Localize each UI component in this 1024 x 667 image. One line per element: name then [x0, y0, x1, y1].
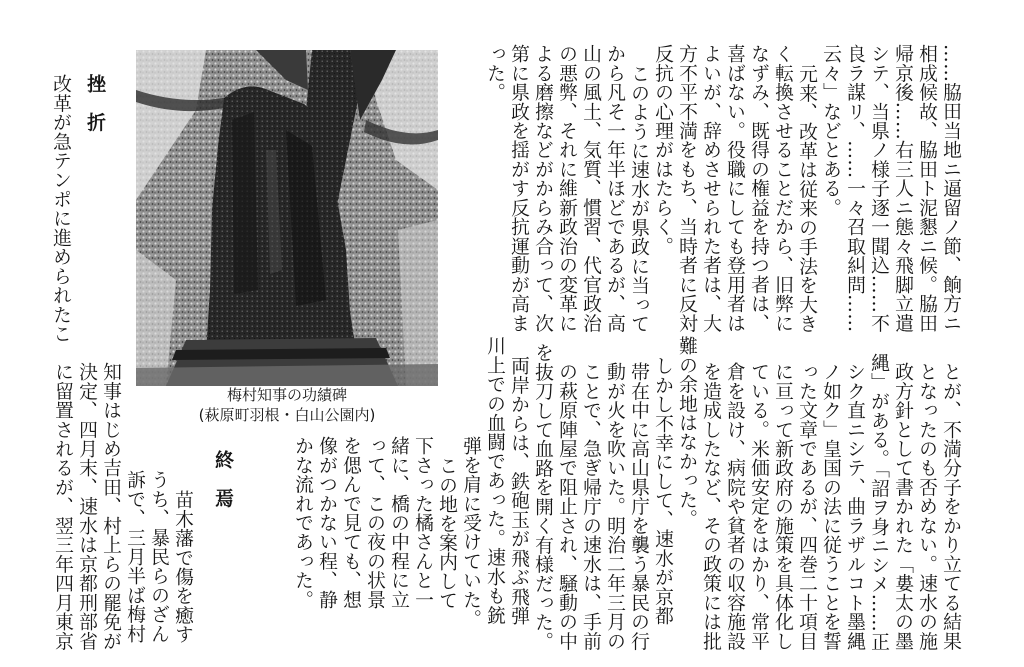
text-column: 苗木藩で傷を癒す: [172, 490, 193, 644]
text-column: 難の余地はなかった。: [676, 336, 697, 529]
text-column: 方不平不満をもち、当時者に反対: [676, 44, 697, 333]
text-column: 政方針として書かれた「婁太の墨: [892, 362, 913, 651]
text-column: なずみ、既得の権益を持つ者は、: [748, 44, 769, 333]
text-column: に亘って新政府の施策を具体化し: [772, 362, 793, 651]
text-column: の萩原陣屋で阻止され、騒動の中: [556, 362, 577, 651]
text-column: を抜刀して血路を開く有様だった。: [532, 343, 553, 651]
text-column: シテ、当県ノ様子逐一聞込……不: [868, 44, 889, 333]
text-column: となったのも否めない。速水の施: [916, 362, 937, 651]
text-column: 倉を設け、病院や貧者の収容施設: [724, 362, 745, 651]
text-column: の悪弊、それに維新政治の変革に: [556, 44, 577, 333]
text-column: 帰京後……右三人ニ態々飛脚立遣: [892, 44, 913, 333]
text-column: 相成候故、脇田ト泥懇ニ候。脇田: [916, 44, 937, 333]
text-column: 緒に、橋の中程に立: [388, 436, 409, 610]
text-column: ノ如ク」皇国の法に従うことを誓: [820, 362, 841, 651]
section-heading: 終 焉: [212, 450, 233, 508]
text-column: 縄」がある。「詔ヲ身ニシメ……正: [868, 352, 889, 651]
text-column: 像がつかない程、静: [316, 436, 337, 610]
text-column: 動が火を吹いた。明治二年三月の: [604, 362, 625, 651]
text-column: 改革が急テンポに進められたこ: [50, 74, 71, 344]
text-column: 元来、改革は従来の手法を大き: [796, 64, 817, 334]
photo-caption-title: 梅村知事の功績碑: [226, 386, 347, 404]
text-column: を偲んで見ても、想: [340, 436, 361, 610]
text-column: から凡そ一年半ほどであるが、高: [604, 44, 625, 333]
text-column: シク直ニシテ、曲ラザルコト墨縄: [844, 362, 865, 651]
section-heading: 挫 折: [84, 74, 105, 132]
photo-caption-location: (萩原町羽根・白山公園内): [198, 406, 376, 424]
text-column: った文章であるが、四巻二十項目: [796, 362, 817, 651]
text-column: 弾を肩に受けていた。: [460, 436, 481, 629]
text-column: 反抗の心理がはたらく。: [652, 44, 673, 256]
text-column: に留置されるが、翌三年四月東京: [52, 362, 73, 651]
text-column: この地を案内して: [436, 456, 457, 610]
text-column: 第に県政を揺がす反抗運動が高ま: [508, 44, 529, 333]
text-column: 川上での血闘であった。速水も銃: [484, 336, 505, 625]
text-column: 喜ばない。役職にしても登用者は: [724, 44, 745, 333]
text-column: このように速水が県政に当って: [628, 64, 649, 334]
text-column: 山の風土、気質、慣習、代官政治: [580, 44, 601, 333]
text-column: 両岸からは、鉄砲玉が飛ぶ飛弾: [508, 356, 529, 626]
text-column: ……脇田当地ニ逼留ノ節、餉方ニ: [940, 44, 961, 333]
text-column: よいが、辞めさせられた者は、大: [700, 44, 721, 333]
text-column: く転換させることだから、旧弊に: [772, 44, 793, 333]
text-column: 訴で、三月半ば梅村: [124, 470, 145, 644]
text-column: った。: [484, 44, 505, 102]
text-column: 決定、四月末、速水は京都刑部省: [76, 362, 97, 651]
monument-photo-image: [136, 50, 438, 386]
text-column: 良ラ謀リ、……一々召取糾問……: [844, 44, 865, 333]
text-column: 帯在中に高山県庁を襲う暴民の行: [628, 362, 649, 651]
text-column: 下さった橘さんと一: [412, 436, 433, 610]
text-column: ことで、急ぎ帰庁の速水は、手前: [580, 362, 601, 651]
text-column: って、この夜の状景: [364, 436, 385, 610]
text-column: 知事はじめ吉田、村上らの罷免が: [100, 362, 121, 651]
text-column: とが、不満分子をかり立てる結果: [940, 362, 961, 651]
text-column: よる磨擦などがからみ合って、次: [532, 44, 553, 333]
text-column: かな流れであった。: [292, 436, 313, 610]
text-column: ている。米価安定をはかり、常平: [748, 362, 769, 651]
text-column: 云々」などとある。: [820, 44, 841, 218]
text-column: を造成したなど、その政策には批: [700, 362, 721, 651]
text-column: しかし不幸にして、速水が京都: [652, 356, 673, 626]
monument-photo: [136, 50, 438, 386]
text-column: うち、暴民らのざん: [148, 470, 169, 644]
